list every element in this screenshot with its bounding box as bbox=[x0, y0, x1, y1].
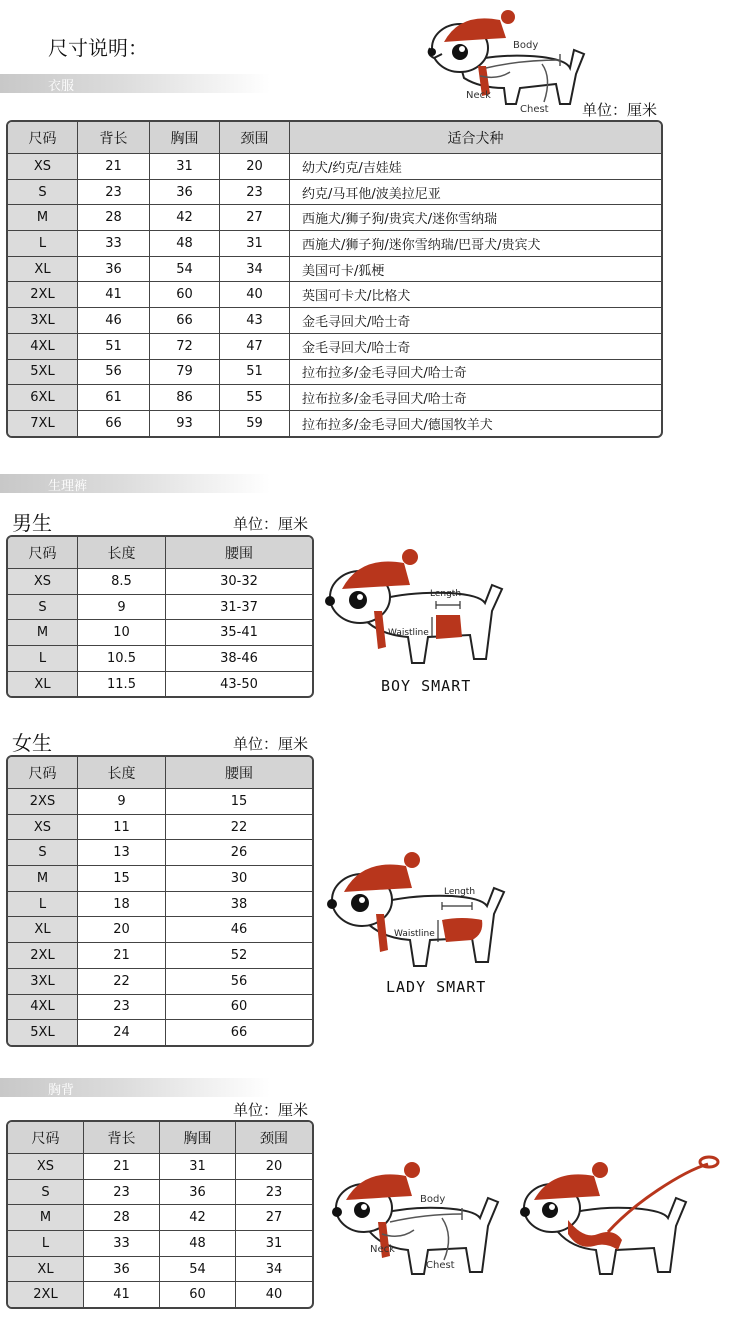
size-cell: XS bbox=[8, 1154, 84, 1180]
table-cell: 51 bbox=[78, 334, 150, 360]
table-cell: 9 bbox=[78, 789, 166, 815]
dog-measure-illustration-harness bbox=[330, 1160, 505, 1285]
size-cell: XS bbox=[8, 569, 78, 595]
table-cell: 47 bbox=[220, 334, 290, 360]
table-row bbox=[8, 815, 312, 841]
page-title: 尺寸说明： bbox=[48, 36, 148, 60]
table-cell: 35-41 bbox=[166, 620, 312, 646]
table-cell: 66 bbox=[150, 308, 220, 334]
table-cell: 42 bbox=[150, 205, 220, 231]
table-cell: 31 bbox=[150, 154, 220, 180]
table-row bbox=[8, 154, 661, 180]
table-cell: 18 bbox=[78, 892, 166, 918]
table-cell: 51 bbox=[220, 360, 290, 386]
unit-label-clothing: 单位：厘米 bbox=[582, 101, 658, 119]
size-cell: M bbox=[8, 620, 78, 646]
table-row bbox=[8, 943, 312, 969]
size-cell: 2XL bbox=[8, 1282, 84, 1307]
size-cell: M bbox=[8, 866, 78, 892]
harness-size-table bbox=[6, 1120, 314, 1309]
male-subtitle: 男生 bbox=[12, 511, 52, 535]
table-row bbox=[8, 1020, 312, 1045]
dog-illustration-boy bbox=[320, 545, 510, 675]
diagram-label-waistline: Waistline bbox=[388, 628, 429, 638]
table-cell: 11 bbox=[78, 815, 166, 841]
table-row bbox=[8, 231, 661, 257]
table-cell: 40 bbox=[265, 1287, 283, 1303]
table-cell: 28 bbox=[84, 1205, 160, 1231]
table-row bbox=[8, 995, 312, 1021]
table-row bbox=[8, 282, 661, 308]
table-cell: 28 bbox=[78, 205, 150, 231]
table-row bbox=[8, 892, 312, 918]
table-cell: 21 bbox=[84, 1154, 160, 1180]
female-pants-size-table bbox=[6, 755, 314, 1047]
table-row bbox=[8, 595, 312, 621]
breed-cell: 金毛寻回犬/哈士奇 bbox=[290, 334, 661, 360]
table-cell: 36 bbox=[150, 180, 220, 206]
section-label-harness: 胸背 bbox=[48, 1083, 75, 1098]
size-cell: 3XL bbox=[8, 308, 78, 334]
unit-label-female: 单位：厘米 bbox=[233, 735, 309, 753]
table-row bbox=[8, 840, 312, 866]
size-cell: S bbox=[8, 840, 78, 866]
table-row bbox=[8, 917, 312, 943]
size-cell: XS bbox=[8, 815, 78, 841]
table-cell: 36 bbox=[160, 1180, 236, 1206]
size-cell: L bbox=[8, 1231, 84, 1257]
section-label-clothing: 衣服 bbox=[48, 79, 75, 94]
table-cell: 20 bbox=[78, 917, 166, 943]
table-cell: 79 bbox=[150, 360, 220, 386]
table-cell: 42 bbox=[160, 1205, 236, 1231]
size-cell: M bbox=[8, 205, 78, 231]
table-row bbox=[8, 620, 312, 646]
table-cell: 13 bbox=[78, 840, 166, 866]
table-cell: 23 bbox=[84, 1180, 160, 1206]
table-cell: 22 bbox=[78, 969, 166, 995]
table-cell: 11.5 bbox=[78, 672, 166, 697]
table-cell: 54 bbox=[160, 1257, 236, 1283]
table-row bbox=[8, 1282, 312, 1307]
table-row bbox=[8, 672, 312, 697]
table-cell: 21 bbox=[78, 943, 166, 969]
diagram-label-neck: Neck bbox=[370, 1244, 395, 1255]
table-cell: 86 bbox=[150, 385, 220, 411]
diagram-label-length: Length bbox=[444, 887, 476, 897]
table-cell: 34 bbox=[220, 257, 290, 283]
breed-cell: 拉布拉多/金毛寻回犬/哈士奇 bbox=[290, 385, 661, 411]
table-cell: 21 bbox=[78, 154, 150, 180]
diagram-label-body: Body bbox=[420, 1194, 446, 1205]
table-cell: 52 bbox=[166, 943, 312, 969]
section-label-pants: 生理裤 bbox=[48, 479, 88, 494]
size-cell: 2XL bbox=[8, 282, 78, 308]
breed-cell: 拉布拉多/金毛寻回犬/哈士奇 bbox=[290, 360, 661, 386]
diagram-label-body: Body bbox=[513, 40, 539, 51]
table-cell: 60 bbox=[160, 1282, 236, 1307]
table-cell: 60 bbox=[150, 282, 220, 308]
column-header: 背长 bbox=[78, 122, 150, 154]
unit-label-male: 单位：厘米 bbox=[233, 515, 309, 533]
section-band-clothing bbox=[0, 74, 270, 93]
caption-lady-smart: LADY SMART bbox=[386, 978, 487, 996]
column-header: 尺码 bbox=[8, 122, 78, 154]
table-cell: 27 bbox=[220, 205, 290, 231]
table-row bbox=[8, 789, 312, 815]
diagram-label-chest: Chest bbox=[520, 104, 549, 115]
table-cell: 40 bbox=[220, 282, 290, 308]
table-cell: 23 bbox=[220, 180, 290, 206]
table-cell: 56 bbox=[166, 969, 312, 995]
size-cell: XL bbox=[8, 1257, 84, 1283]
column-header: 尺码 bbox=[8, 1122, 84, 1154]
section-band-pants bbox=[0, 474, 270, 493]
table-row bbox=[8, 569, 312, 595]
table-cell: 9 bbox=[78, 595, 166, 621]
size-cell: 7XL bbox=[8, 411, 78, 436]
table-cell: 55 bbox=[220, 385, 290, 411]
table-cell: 26 bbox=[166, 840, 312, 866]
table-cell: 54 bbox=[150, 257, 220, 283]
table-cell: 93 bbox=[150, 411, 220, 436]
dog-illustration-lady bbox=[322, 848, 512, 976]
table-cell: 20 bbox=[220, 154, 290, 180]
breed-cell: 约克/马耳他/波美拉尼亚 bbox=[290, 180, 661, 206]
table-cell: 10 bbox=[78, 620, 166, 646]
size-cell: 2XS bbox=[8, 789, 78, 815]
table-cell: 22 bbox=[166, 815, 312, 841]
table-cell: 31-37 bbox=[166, 595, 312, 621]
breed-cell: 幼犬/约克/吉娃娃 bbox=[290, 154, 661, 180]
table-row bbox=[8, 257, 661, 283]
size-cell: 2XL bbox=[8, 943, 78, 969]
table-cell: 27 bbox=[236, 1205, 312, 1231]
clothing-size-table bbox=[6, 120, 663, 438]
table-cell: 30-32 bbox=[166, 569, 312, 595]
column-header: 长度 bbox=[78, 757, 166, 789]
table-row bbox=[8, 1231, 312, 1257]
table-cell: 59 bbox=[220, 411, 290, 436]
table-row bbox=[8, 308, 661, 334]
table-cell: 23 bbox=[78, 180, 150, 206]
female-subtitle: 女生 bbox=[12, 731, 52, 755]
breed-cell: 英国可卡犬/比格犬 bbox=[290, 282, 661, 308]
table-row bbox=[8, 334, 661, 360]
table-row bbox=[8, 1154, 312, 1180]
male-pants-size-table bbox=[6, 535, 314, 698]
column-header: 胸围 bbox=[160, 1122, 236, 1154]
dog-harness-leash-illustration bbox=[518, 1150, 723, 1285]
table-cell: 61 bbox=[78, 385, 150, 411]
table-cell: 41 bbox=[78, 282, 150, 308]
table-cell: 8.5 bbox=[78, 569, 166, 595]
size-cell: 3XL bbox=[8, 969, 78, 995]
table-cell: 24 bbox=[78, 1020, 166, 1045]
table-cell: 31 bbox=[236, 1231, 312, 1257]
breed-cell: 西施犬/狮子狗/贵宾犬/迷你雪纳瑞 bbox=[290, 205, 661, 231]
table-cell: 46 bbox=[166, 917, 312, 943]
size-cell: 5XL bbox=[8, 360, 78, 386]
table-cell: 43 bbox=[220, 308, 290, 334]
table-row bbox=[8, 969, 312, 995]
breed-cell: 金毛寻回犬/哈士奇 bbox=[290, 308, 661, 334]
table-cell: 23 bbox=[78, 995, 166, 1021]
table-cell: 41 bbox=[84, 1282, 160, 1307]
table-cell: 34 bbox=[236, 1257, 312, 1283]
table-cell: 66 bbox=[78, 411, 150, 436]
table-cell: 46 bbox=[78, 308, 150, 334]
diagram-label-neck: Neck bbox=[466, 90, 491, 101]
column-header: 尺码 bbox=[8, 757, 78, 789]
table-row bbox=[8, 646, 312, 672]
table-cell: 15 bbox=[166, 789, 312, 815]
column-header: 适合犬种 bbox=[290, 122, 661, 154]
table-row bbox=[8, 360, 661, 386]
table-cell: 20 bbox=[236, 1154, 312, 1180]
diagram-label-length: Length bbox=[430, 589, 462, 599]
caption-boy-smart: BOY SMART bbox=[381, 677, 472, 695]
table-row bbox=[8, 1257, 312, 1283]
table-cell: 43-50 bbox=[220, 676, 258, 692]
breed-cell: 西施犬/狮子狗/迷你雪纳瑞/巴哥犬/贵宾犬 bbox=[290, 231, 661, 257]
column-header: 颈围 bbox=[236, 1122, 312, 1154]
table-cell: 15 bbox=[78, 866, 166, 892]
size-cell: 4XL bbox=[8, 995, 78, 1021]
table-row bbox=[8, 385, 661, 411]
column-header: 胸围 bbox=[150, 122, 220, 154]
size-cell: L bbox=[8, 231, 78, 257]
table-cell: 33 bbox=[84, 1231, 160, 1257]
size-cell: 4XL bbox=[8, 334, 78, 360]
column-header: 颈围 bbox=[220, 122, 290, 154]
size-cell: M bbox=[8, 1205, 84, 1231]
size-cell: 6XL bbox=[8, 385, 78, 411]
unit-label-harness: 单位：厘米 bbox=[233, 1101, 309, 1119]
table-cell: 66 bbox=[230, 1025, 248, 1041]
table-cell: 36 bbox=[78, 257, 150, 283]
table-row bbox=[8, 1205, 312, 1231]
breed-cell: 拉布拉多/金毛寻回犬/德国牧羊犬 bbox=[302, 417, 493, 433]
size-cell: XL bbox=[8, 257, 78, 283]
size-cell: S bbox=[8, 1180, 84, 1206]
diagram-label-chest: Chest bbox=[426, 1260, 455, 1271]
column-header: 长度 bbox=[78, 537, 166, 569]
dog-measure-illustration-clothing bbox=[420, 8, 600, 118]
size-cell: XL bbox=[8, 672, 78, 697]
size-cell: S bbox=[8, 595, 78, 621]
size-cell: L bbox=[8, 646, 78, 672]
table-cell: 30 bbox=[166, 866, 312, 892]
breed-cell: 美国可卡/狐梗 bbox=[290, 257, 661, 283]
column-header: 尺码 bbox=[8, 537, 78, 569]
table-cell: 31 bbox=[160, 1154, 236, 1180]
table-cell: 36 bbox=[84, 1257, 160, 1283]
table-cell: 38 bbox=[166, 892, 312, 918]
section-band-harness bbox=[0, 1078, 270, 1097]
table-row bbox=[8, 205, 661, 231]
column-header: 背长 bbox=[84, 1122, 160, 1154]
size-cell: S bbox=[8, 180, 78, 206]
diagram-label-waistline: Waistline bbox=[394, 929, 435, 939]
size-cell: XL bbox=[8, 917, 78, 943]
size-cell: 5XL bbox=[8, 1020, 78, 1045]
column-header: 腰围 bbox=[166, 537, 312, 569]
table-row bbox=[8, 866, 312, 892]
table-cell: 10.5 bbox=[78, 646, 166, 672]
table-cell: 48 bbox=[160, 1231, 236, 1257]
table-cell: 56 bbox=[78, 360, 150, 386]
table-row bbox=[8, 411, 661, 436]
table-row bbox=[8, 180, 661, 206]
table-cell: 72 bbox=[150, 334, 220, 360]
size-cell: XS bbox=[8, 154, 78, 180]
table-cell: 38-46 bbox=[166, 646, 312, 672]
column-header: 腰围 bbox=[166, 757, 312, 789]
table-row bbox=[8, 1180, 312, 1206]
table-cell: 33 bbox=[78, 231, 150, 257]
table-cell: 60 bbox=[166, 995, 312, 1021]
size-cell: L bbox=[8, 892, 78, 918]
table-cell: 23 bbox=[236, 1180, 312, 1206]
table-cell: 31 bbox=[220, 231, 290, 257]
table-cell: 48 bbox=[150, 231, 220, 257]
